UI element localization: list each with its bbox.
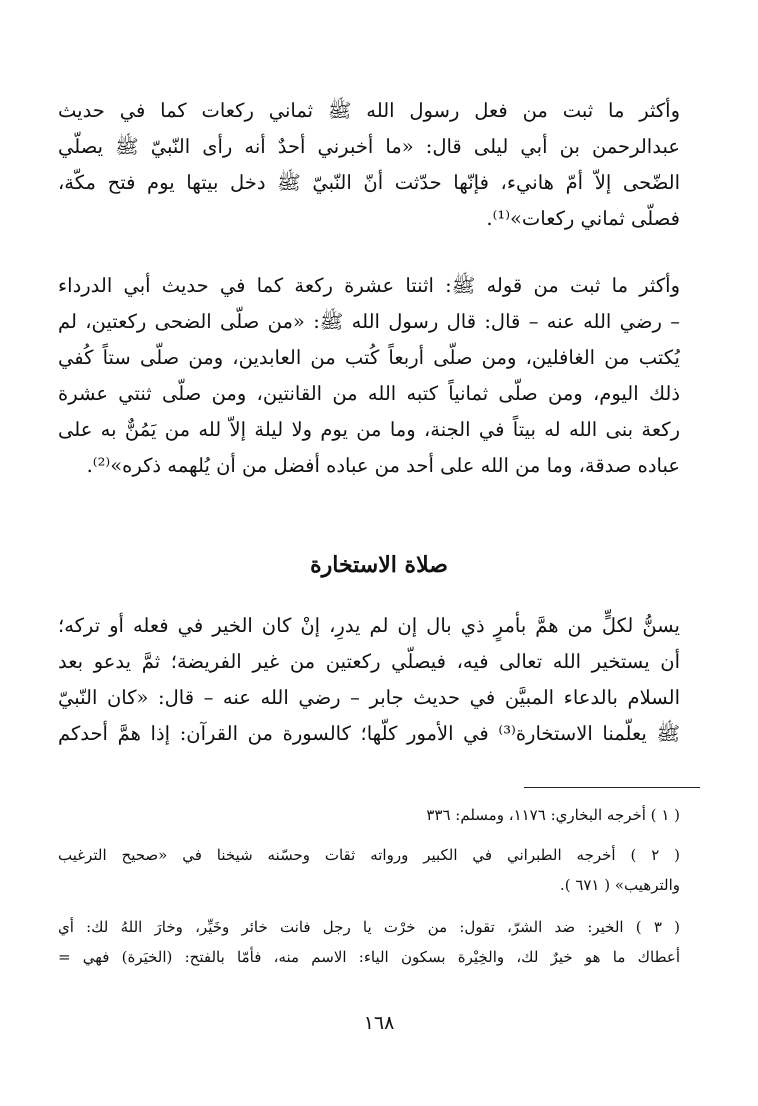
- text-line: عبدالرحمن بن أبي ليلى قال: «ما أخبرني أحدٌ أنه رأى النّبيّ ﷺ يصلّي: [58, 135, 680, 158]
- text-line: – رضي الله عنه – قال: قال رسول الله ﷺ: «من صلّى الضحى ركعتين، لم: [58, 310, 680, 333]
- text-line: ﷺ يعلّمنا الاستخارة⁽³⁾ في الأمور كلّها؛ كالسورة من القرآن: إذا همَّ أحدكم: [58, 722, 680, 745]
- page-number: ١٦٨: [363, 1012, 395, 1034]
- paragraph-1: [58, 93, 680, 237]
- footnote-2: [58, 840, 680, 900]
- paragraph-2: [58, 268, 680, 484]
- footnote-separator: [524, 787, 700, 788]
- text-line: وأكثر ما ثبت من قوله ﷺ: اثنتا عشرة ركعة كما في حديث أبي الدرداء: [58, 274, 680, 297]
- footnote-line: ( ٢ ) أخرجه الطبراني في الكبير ورواته ثقات وحسّنه شيخنا في «صحيح الترغيب: [58, 846, 680, 864]
- text-line: ركعة بنى الله له بيتاً في الجنة، وما من يوم ولا ليلة إلاّ لله من يَمُنٌّ به على: [58, 418, 680, 441]
- footnote-line: ( ١ ) أخرجه البخاري: ١١٧٦، ومسلم: ٣٣٦: [426, 806, 680, 824]
- text-line: يسنُّ لكلٍّ من همَّ بأمرٍ ذي بال إن لم يدرِ، إنْ كان الخير في فعله أو تركه؛: [58, 614, 680, 637]
- text-line: وأكثر ما ثبت من فعل رسول الله ﷺ ثماني ركعات كما في حديث: [58, 99, 680, 122]
- text-line: السلام بالدعاء المبيَّن في حديث جابر – رضي الله عنه – قال: «كان النّبيّ: [58, 686, 680, 709]
- text-line: أن يستخير الله تعالى فيه، فيصلّي ركعتين من غير الفريضة؛ ثمَّ يدعو بعد: [58, 650, 680, 673]
- footnote-line: والترهيب» ( ٦٧١ ).: [559, 876, 680, 894]
- text-line: الضّحى إلاّ أمّ هانيء، فإنّها حدّثت أنّ النّبيّ ﷺ دخل بيتها يوم فتح مكّة،: [58, 171, 680, 194]
- section-heading: صلاة الاستخارة: [310, 552, 448, 578]
- footnote-3: [58, 912, 680, 972]
- text-line: فصلّى ثماني ركعات»⁽¹⁾.: [486, 207, 680, 230]
- footnote-1: [58, 800, 680, 830]
- footnote-line: ( ٣ ) الخير: ضد الشرّ، تقول: من خرْت يا رجل فانت خائر وخَيِّر، وخارَ اللهُ لك: أي: [58, 918, 680, 936]
- text-line: عباده صدقة، وما من الله على أحد من عباده أفضل من أن يُلهمه ذكره»⁽²⁾.: [86, 454, 680, 477]
- paragraph-3: [58, 608, 680, 752]
- text-line: ذلك اليوم، ومن صلّى ثمانياً كتبه الله من القانتين، ومن صلّى ثنتي عشرة: [58, 382, 680, 405]
- footnote-line: أعطاك ما هو خيرٌ لك، والخِيْرة بسكون الياء: الاسم منه، فأمّا بالفتح: (الخيَرة) فهي =: [58, 948, 680, 966]
- text-line: يُكتب من الغافلين، ومن صلّى أربعاً كُتب من العابدين، ومن صلّى ستاً كُفي: [58, 346, 680, 369]
